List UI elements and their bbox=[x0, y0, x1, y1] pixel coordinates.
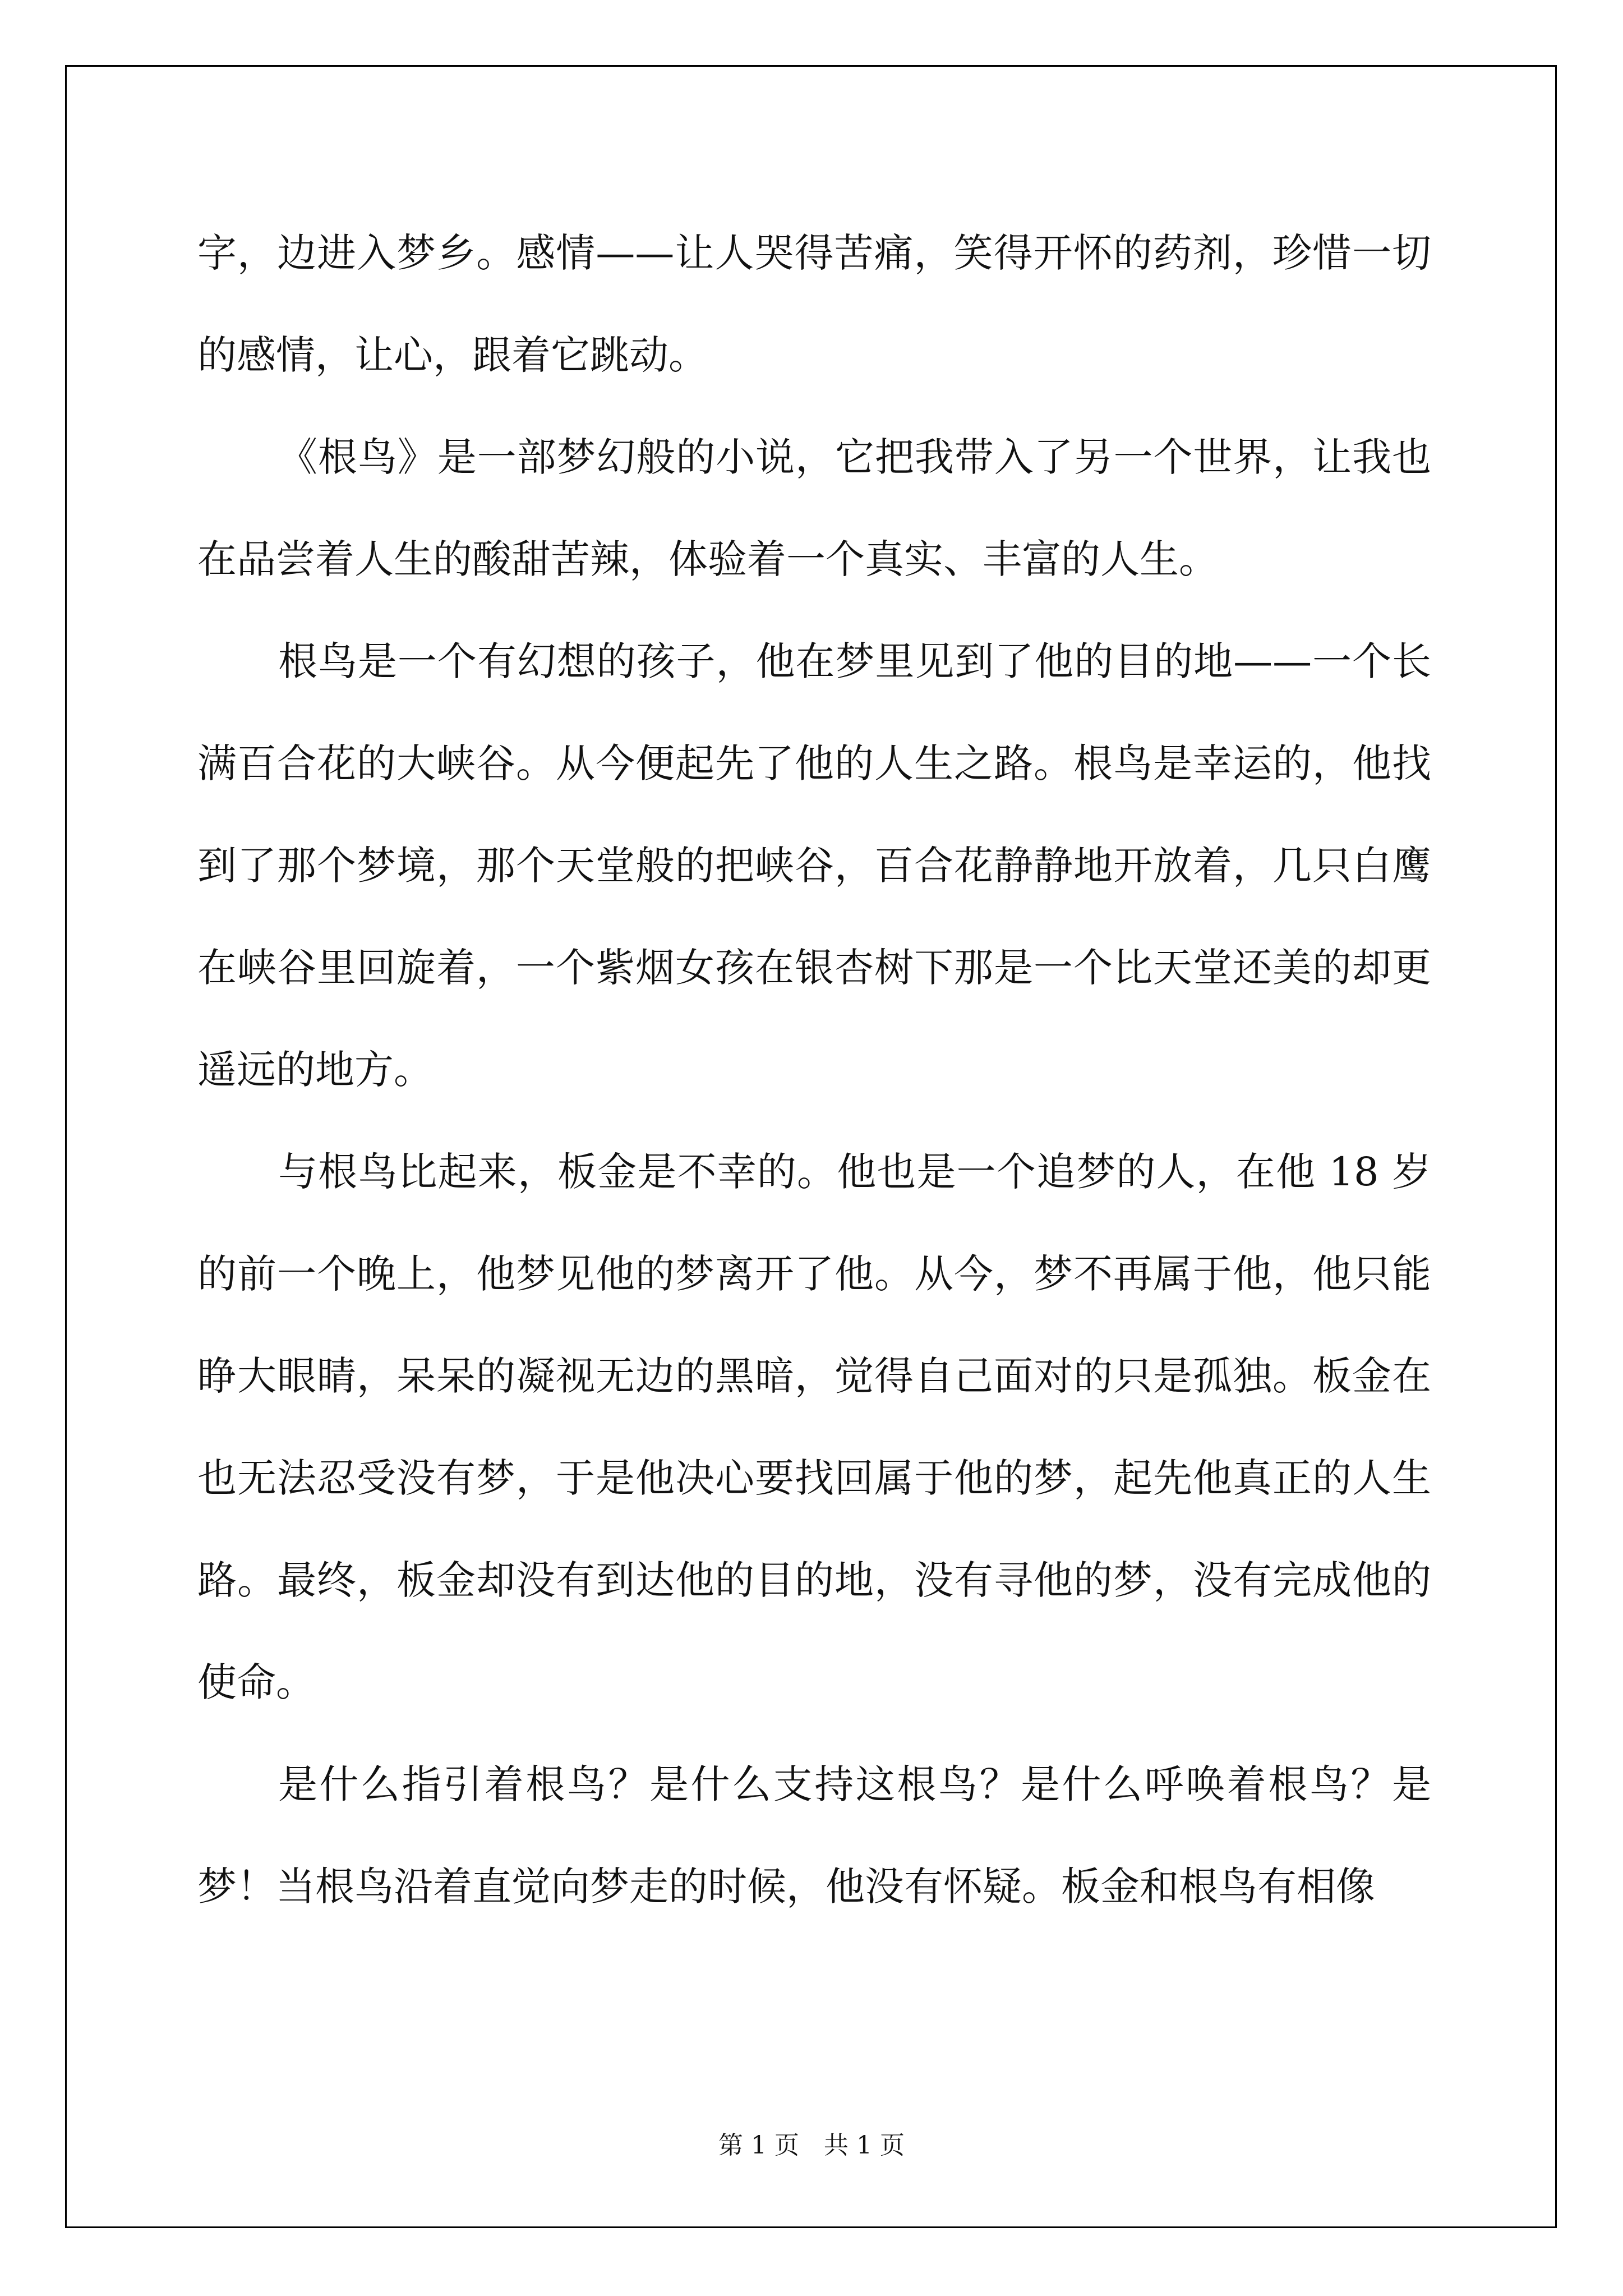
page-footer: 第 1 页 共 1 页 bbox=[718, 2131, 905, 2160]
paragraph-3: 根鸟是一个有幻想的孩子，他在梦里见到了他的目的地——一个长满百合花的大峡谷。从今便起先了他的人生之路。根鸟是幸运的，他找到了那个梦境，那个天堂般的把峡谷，百合花静静地开放着，几只白鹰在峡谷里回旋着，一个紫烟女孩在银杏树下那是一个比天堂还美的却更遥远的地方。 bbox=[197, 638, 1431, 1093]
paragraph-1: 字，边进入梦乡。感情——让人哭得苦痛，笑得开怀的药剂，珍惜一切的感情，让心，跟着它跳动。 bbox=[197, 230, 1431, 378]
document-body bbox=[197, 202, 1431, 1938]
paragraph-4: 与根鸟比起来，板金是不幸的。他也是一个追梦的人，在他 18 岁的前一个晚上，他梦见他的梦离开了他。从今，梦不再属于他，他只能睁大眼睛，呆呆的凝视无边的黑暗，觉得自己面对的只是孤独。板金在也无法忍受没有梦，于是他决心要找回属于他的梦，起先他真正的人生路。最终，板金却没有到达他的目的地，没有寻他的梦，没有完成他的使命。 bbox=[197, 1149, 1431, 1705]
paragraph-5: 是什么指引着根鸟？是什么支持这根鸟？是什么呼唤着根鸟？是梦！当根鸟沿着直觉向梦走的时候，他没有怀疑。板金和根鸟有相像 bbox=[197, 1761, 1431, 1910]
paragraph-2: 《根鸟》是一部梦幻般的小说，它把我带入了另一个世界，让我也在品尝着人生的酸甜苦辣，体验着一个真实、丰富的人生。 bbox=[197, 434, 1431, 582]
